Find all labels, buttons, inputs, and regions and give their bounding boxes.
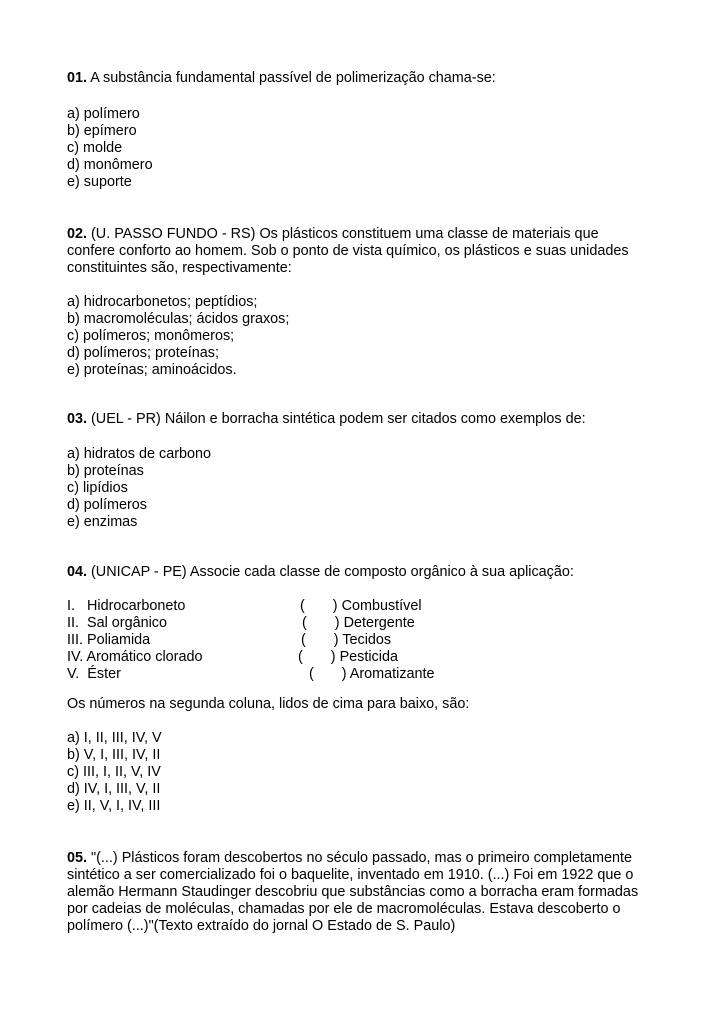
q2-number: 02. [67, 226, 88, 242]
q5-stem-line-1: 05. "(...) Plásticos foram descobertos no século passado, mas o primeiro completamente [67, 850, 633, 866]
q4-right-item-1: ( ) Combustível [300, 598, 422, 614]
q2-option-d: d) polímeros; proteínas; [67, 345, 219, 361]
q1-option-c: c) molde [67, 140, 123, 156]
q2-stem-line-3: constituintes são, respectivamente: [67, 260, 292, 276]
q1-option-b: b) epímero [67, 123, 137, 139]
q2-option-a: a) hidrocarbonetos; peptídios; [67, 294, 258, 310]
q5-stem-line-4: por cadeias de moléculas, chamadas por ele de macromoléculas. Estava descoberto o [67, 901, 621, 917]
q2-option-c: c) polímeros; monômeros; [67, 328, 235, 344]
q5-stem-line-2: sintético a ser comercializado foi o baquelite, inventado em 1910. (...) Foi em 1922 que o [67, 867, 634, 883]
q4-left-item-4: IV. Aromático clorado [67, 649, 203, 665]
q4-left-item-2: II. Sal orgânico [67, 615, 167, 631]
q4-right-item-3: ( ) Tecidos [301, 632, 392, 648]
q1-number: 01. [67, 70, 88, 86]
q3-option-d: d) polímeros [67, 497, 147, 513]
q5-stem-line-5: polímero (...)"(Texto extraído do jornal O Estado de S. Paulo) [67, 918, 456, 934]
q4-option-e: e) II, V, I, IV, III [67, 798, 161, 814]
q4-stem: 04. (UNICAP - PE) Associe cada classe de composto orgânico à sua aplicação: [67, 564, 574, 580]
q4-left-item-3: III. Poliamida [67, 632, 151, 648]
q5-number: 05. [67, 850, 88, 866]
q1-option-a: a) polímero [67, 106, 140, 122]
q2-option-b: b) macromoléculas; ácidos graxos; [67, 311, 290, 327]
q4-left-item-5: V. Éster [67, 666, 121, 682]
q1-option-d: d) monômero [67, 157, 153, 173]
q3-number: 03. [67, 411, 88, 427]
q4-right-item-2: ( ) Detergente [302, 615, 415, 631]
q3-option-c: c) lipídios [67, 480, 128, 496]
q4-option-a: a) I, II, III, IV, V [67, 730, 162, 746]
q1-stem: 01. A substância fundamental passível de polimerização chama-se: [67, 70, 496, 86]
q5-stem-line-3: alemão Hermann Staudinger descobriu que substâncias como a borracha eram formadas [67, 884, 639, 900]
q3-stem: 03. (UEL - PR) Náilon e borracha sintética podem ser citados como exemplos de: [67, 411, 586, 427]
q1-option-e: e) suporte [67, 174, 132, 190]
q2-option-e: e) proteínas; aminoácidos. [67, 362, 237, 378]
q2-stem-line-2: confere conforto ao homem. Sob o ponto de vista químico, os plásticos e suas unidades [67, 243, 629, 259]
q3-option-e: e) enzimas [67, 514, 138, 530]
q2-stem-line-1: 02. (U. PASSO FUNDO - RS) Os plásticos constituem uma classe de materiais que [67, 226, 599, 242]
q4-option-b: b) V, I, III, IV, II [67, 747, 161, 763]
q4-left-item-1: I. Hidrocarboneto [67, 598, 186, 614]
q4-instruction: Os números na segunda coluna, lidos de cima para baixo, são: [67, 696, 470, 712]
q4-right-item-5: ( ) Aromatizante [309, 666, 435, 682]
q4-right-item-4: ( ) Pesticida [298, 649, 398, 665]
q4-number: 04. [67, 564, 88, 580]
q3-option-a: a) hidratos de carbono [67, 446, 211, 462]
q3-option-b: b) proteínas [67, 463, 144, 479]
q4-option-c: c) III, I, II, V, IV [67, 764, 161, 780]
q4-option-d: d) IV, I, III, V, II [67, 781, 161, 797]
